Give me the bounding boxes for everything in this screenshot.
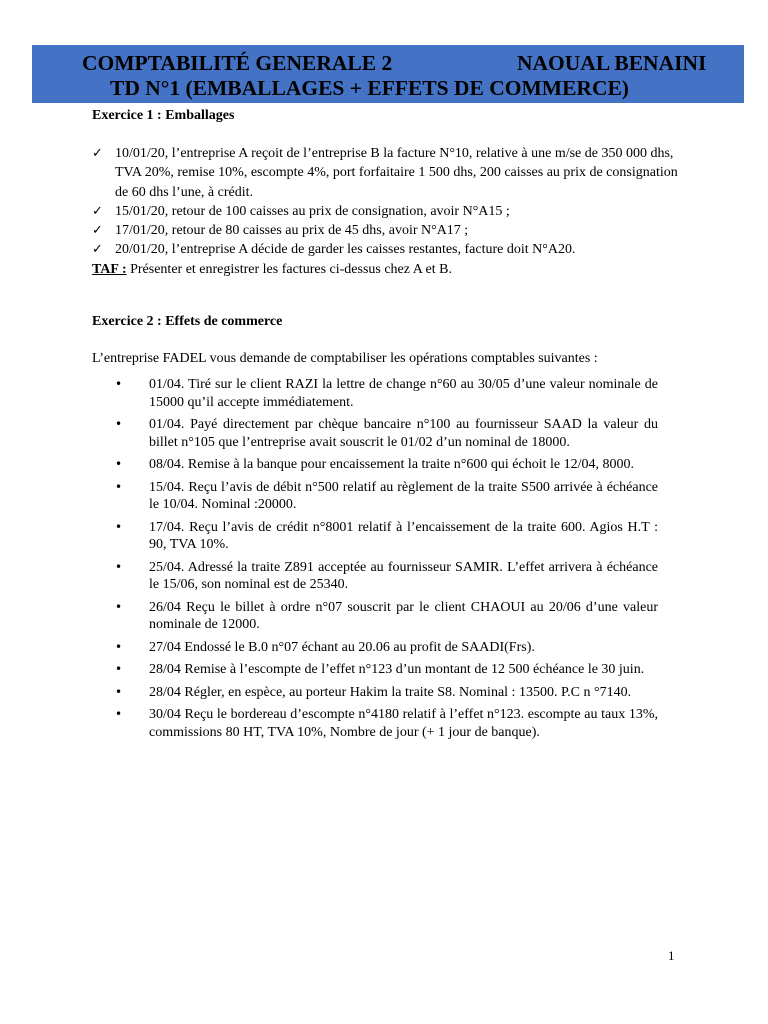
exercise2-item-text: 15/04. Reçu l’avis de débit n°500 relatif au règlement de la traite S500 arrivée à échéance le 10/04. Nominal :20000. xyxy=(149,479,658,512)
bullet-icon: • xyxy=(115,377,123,391)
exercise2-item-text: 28/04 Régler, en espèce, au porteur Hakim la traite S8. Nominal : 13500. P.C n °7140. xyxy=(149,684,632,700)
bullet-icon: • xyxy=(115,662,123,676)
bullet-icon: • xyxy=(115,639,123,654)
exercise1-item xyxy=(92,144,692,202)
bullet-icon: • xyxy=(115,559,123,574)
page-number: 1 xyxy=(668,948,675,963)
exercise2-list xyxy=(115,376,658,746)
bullet-icon: • xyxy=(115,519,123,534)
exercise2-item xyxy=(115,416,658,451)
checkmark-icon: ✓ xyxy=(92,203,103,219)
exercise1-item-text: 17/01/20, retour de 80 caisses au prix de 45 dhs, avoir N°A17 ; xyxy=(115,223,469,239)
exercise2-item-text: 28/04 Remise à l’escompte de l’effet n°123 d’un montant de 12 500 échéance le 30 juin. xyxy=(149,662,645,677)
bullet-icon: • xyxy=(115,479,123,494)
exercise2-title: Exercice 2 : Effets de commerce xyxy=(92,314,283,329)
checkmark-icon: ✓ xyxy=(92,146,103,161)
exercise2-item-text: 17/04. Reçu l’avis de crédit n°8001 relatif à l’encaissement de la traite 600. Agios H.T : 90, TVA 10%. xyxy=(149,519,658,552)
bullet-icon: • xyxy=(115,599,123,614)
exercise2-item xyxy=(115,559,658,594)
exercise1-item-text: 15/01/20, retour de 100 caisses au prix de consignation, avoir N°A15 ; xyxy=(115,203,510,219)
exercise2-item xyxy=(115,376,658,411)
exercise2-item xyxy=(115,706,658,741)
author-name: NAOUAL BENAINI xyxy=(517,51,707,75)
taf-label: TAF : xyxy=(92,262,127,277)
exercise2-item-text: 01/04. Tiré sur le client RAZI la lettre de change n°60 au 30/05 d’une valeur nominale de 15000 qu’il accepte immédiatement. xyxy=(149,377,658,410)
exercise1-item xyxy=(92,221,692,240)
exercise2-item-text: 08/04. Remise à la banque pour encaissement la traite n°600 qui échoit le 12/04, 8000. xyxy=(149,457,634,472)
exercise2-item xyxy=(115,519,658,554)
bullet-icon: • xyxy=(115,457,123,471)
exercise2-intro: L’entreprise FADEL vous demande de comptabiliser les opérations comptables suivantes : xyxy=(92,351,598,366)
exercise2-item xyxy=(115,639,658,657)
exercise2-item xyxy=(115,479,658,514)
exercise1-list xyxy=(92,144,692,260)
exercise1-item-text: 20/01/20, l’entreprise A décide de garder les caisses restantes, facture doit N°A20. xyxy=(115,242,576,258)
exercise2-item xyxy=(115,599,658,634)
exercise1-item xyxy=(92,240,692,259)
course-title: COMPTABILITÉ GENERALE 2 xyxy=(82,51,393,75)
exercise2-item-text: 30/04 Reçu le bordereau d’escompte n°4180 relatif à l’effet n°123. escompte au taux 13%, commissions 80 HT, TVA 10%, Nombre de jour (+ 1 jour de banque). xyxy=(149,707,658,740)
taf-text: Présenter et enregistrer les factures ci-dessus chez A et B. xyxy=(126,262,452,277)
exercise2-item xyxy=(115,684,658,702)
taf-instruction xyxy=(92,261,452,279)
exercise2-item-text: 01/04. Payé directement par chèque bancaire n°100 au fournisseur SAAD la valeur du billet n°105 que l’entreprise avait souscrit le 01/02 d’un nominal de 18000. xyxy=(149,417,658,450)
exercise1-item-text: 10/01/20, l’entreprise A reçoit de l’entreprise B la facture N°10, relative à une m/se de 350 000 dhs, TVA 20%, remise 10%, escompte 4%, port forfaitaire 1 500 dhs, 200 caisses au prix de consignation de 60 dhs l’une, à crédit. xyxy=(115,146,678,200)
exercise1-title: Exercice 1 : Emballages xyxy=(92,108,235,123)
exercise2-item xyxy=(115,661,658,679)
exercise2-item xyxy=(115,456,658,474)
bullet-icon: • xyxy=(115,707,123,721)
exercise2-item-text: 25/04. Adressé la traite Z891 acceptée au fournisseur SAMIR. L’effet arrivera à échéance le 15/06, son nominal est de 25340. xyxy=(149,559,658,592)
checkmark-icon: ✓ xyxy=(92,223,103,239)
exercise2-item-text: 26/04 Reçu le billet à ordre n°07 souscrit par le client CHAOUI au 20/06 d’une valeur nominale de 12000. xyxy=(149,599,658,632)
document-subtitle: TD N°1 (EMBALLAGES + EFFETS DE COMMERCE) xyxy=(110,76,629,100)
exercise1-item xyxy=(92,202,692,221)
checkmark-icon: ✓ xyxy=(92,242,103,258)
exercise2-item-text: 27/04 Endossé le B.0 n°07 échant au 20.06 au profit de SAADI(Frs). xyxy=(149,639,535,655)
bullet-icon: • xyxy=(115,684,123,699)
bullet-icon: • xyxy=(115,417,123,431)
